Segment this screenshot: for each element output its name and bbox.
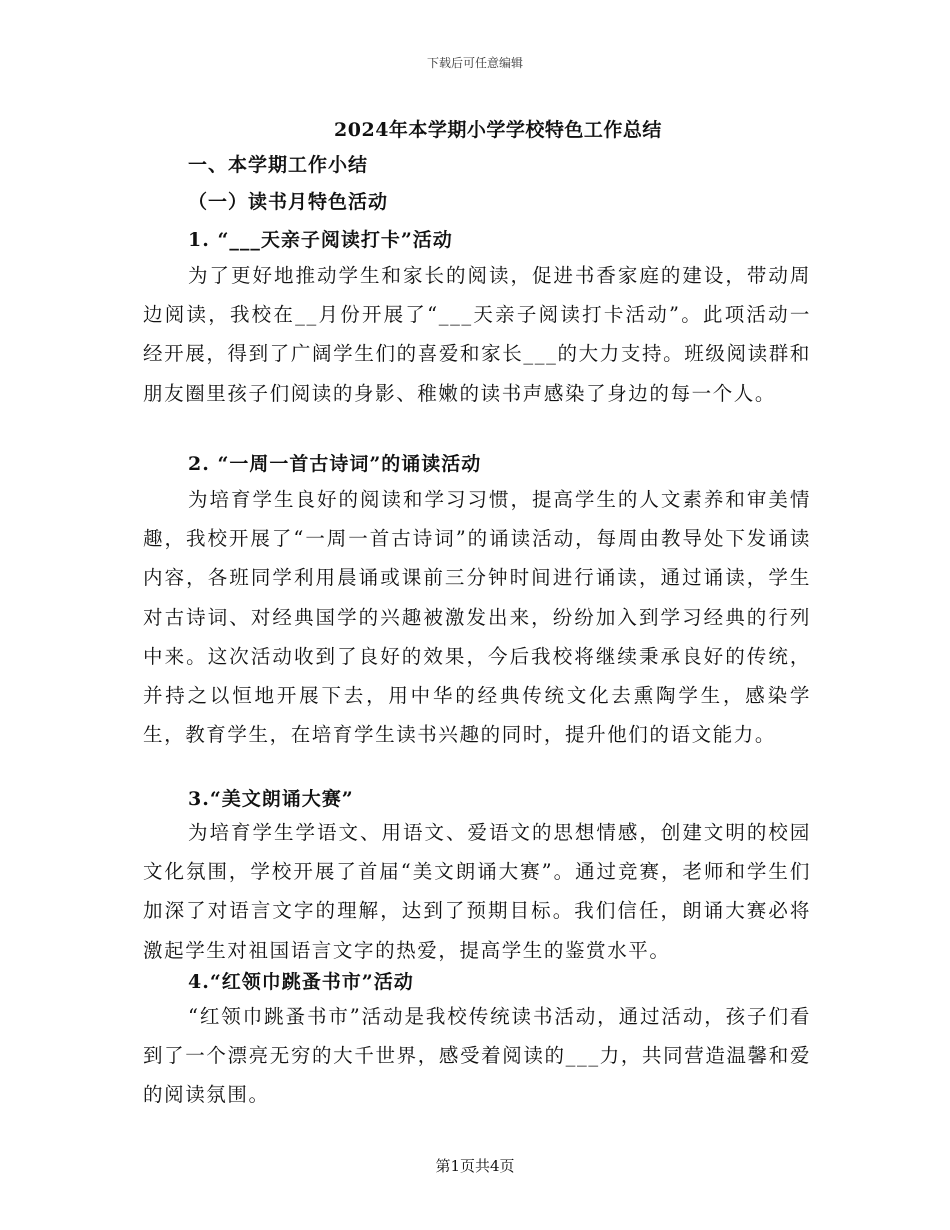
item-heading-2: 2. “一周一首古诗词”的诵读活动 [188,453,482,475]
item-heading-4: 4.“红领巾跳蚤书市”活动 [188,971,414,993]
document-title: 2024年本学期小学学校特色工作总结 [334,119,662,141]
header-note: 下载后可任意编辑 [426,56,523,70]
subsection-heading-1: （一）读书月特色活动 [188,191,389,213]
item-paragraph-3: 为培育学生学语文、用语文、爱语文的思想情感，创建文明的校园文化氛围，学校开展了首届“美文朗诵大赛”。通过竞赛，老师和学生们加深了对语言文字的理解，达到了预期目标。我们信任，朗诵大赛必将激起学生对祖国语言文字的热爱，提高学生的鉴赏水平。 [143,821,811,962]
item-paragraph-2: 为培育学生良好的阅读和学习习惯，提高学生的人文素养和审美情趣，我校开展了“一周一首古诗词”的诵读活动，每周由教导处下发诵读内容，各班同学利用晨诵或课前三分钟时间进行诵读，通过诵读，学生对古诗词、对经典国学的兴趣被激发出来，纷纷加入到学习经典的行列中来。这次活动收到了良好的效果，今后我校将继续秉承良好的传统，并持之以恒地开展下去，用中华的经典传统文化去熏陶学生，感染学生，教育学生，在培育学生读书兴趣的同时，提升他们的语文能力。 [143,488,811,747]
item-paragraph-1: 为了更好地推动学生和家长的阅读，促进书香家庭的建设，带动周边阅读，我校在__月份开展了“___天亲子阅读打卡活动”。此项活动一经开展，得到了广阔学生们的喜爱和家长___的大力支持。班级阅读群和朋友圈里孩子们阅读的身影、稚嫩的读书声感染了身边的每一个人。 [143,264,811,405]
item-heading-1: 1. “___天亲子阅读打卡”活动 [188,229,453,251]
section-heading-1: 一、本学期工作小结 [188,154,369,176]
item-heading-3: 3.“美文朗诵大赛” [188,788,354,810]
page-footer: 第1页共4页 [435,1157,515,1175]
item-paragraph-4: “红领巾跳蚤书市”活动是我校传统读书活动，通过活动，孩子们看到了一个漂亮无穷的大千世界，感受着阅读的___力，共同营造温馨和爱的阅读氛围。 [143,1005,811,1107]
